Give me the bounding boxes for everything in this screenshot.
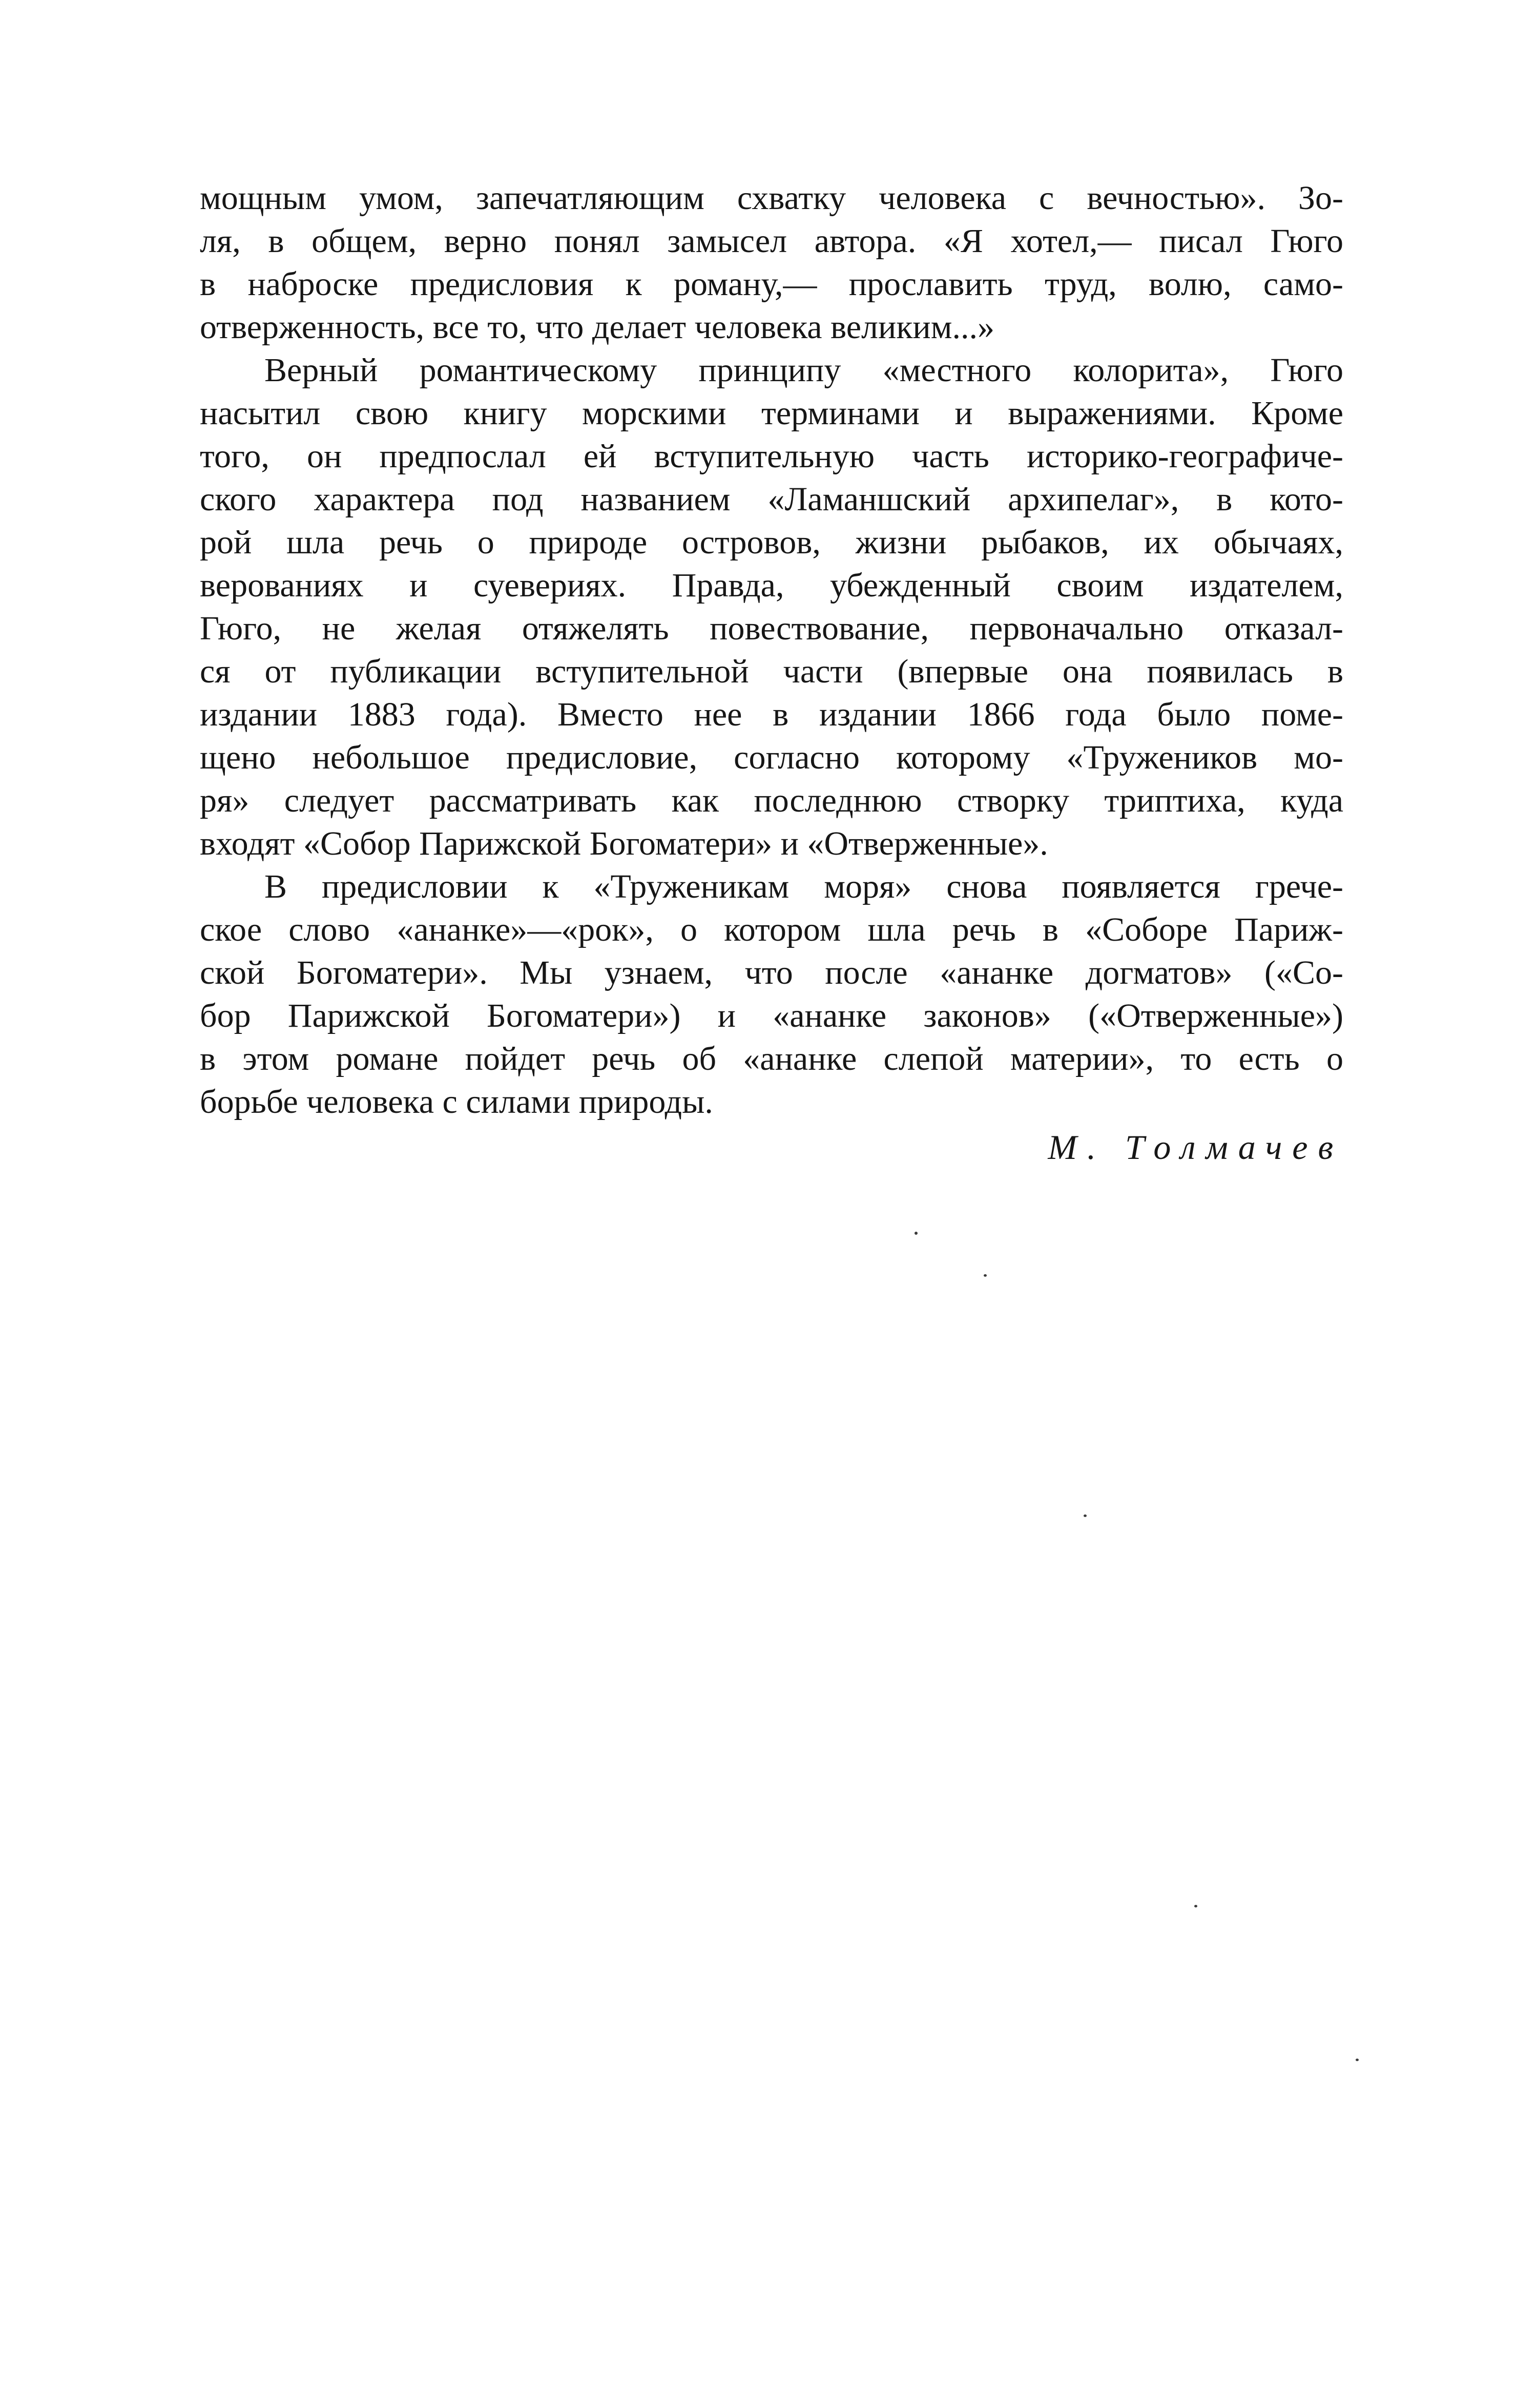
scan-speck [1356,2059,1359,2061]
text-line: входят «Собор Парижской Богоматери» и «Отверженные». [200,825,1048,862]
scan-speck [1194,1905,1197,1907]
text-line: рой шла речь о природе островов, жизни рыбаков, их обычаях, [200,524,1343,561]
text-line: отверженность, все то, что делает человека великим...» [200,308,994,346]
paragraph-3 [200,865,1343,1124]
text-line: мощным умом, запечатляющим схватку человека с вечностью». Зо- [200,179,1343,217]
text-line: ля, в общем, верно понял замысел автора. «Я хотел,— писал Гюго [200,222,1343,260]
text-line: ское слово «ананке»—«рок», о котором шла речь в «Соборе Париж- [200,911,1343,948]
text-line: того, он предпослал ей вступительную часть историко-географиче- [200,438,1343,475]
text-line: ся от публикации вступительной части (впервые она появилась в [200,653,1343,690]
text-line: насытил свою книгу морскими терминами и выражениями. Кроме [200,395,1343,432]
text-line: В предисловии к «Труженикам моря» снова появляется грече- [264,868,1343,905]
paragraph-1 [200,177,1343,349]
text-line: ря» следует рассматривать как последнюю створку триптиха, куда [200,782,1343,819]
scan-speck [915,1232,918,1235]
text-line: издании 1883 года). Вместо нее в издании 1866 года было поме- [200,696,1343,733]
text-line: верованиях и суевериях. Правда, убежденный своим издателем, [200,567,1343,604]
text-line: Верный романтическому принципу «местного колорита», Гюго [264,351,1343,389]
text-line: щено небольшое предисловие, согласно которому «Тружеников мо- [200,739,1343,776]
document-page [200,177,1343,1169]
scan-speck [1084,1514,1087,1517]
author-signature: М. Толмачев [1048,1128,1343,1167]
scan-speck [984,1274,987,1277]
text-line: ской Богоматери». Мы узнаем, что после «ананке догматов» («Со- [200,954,1343,991]
text-line: ского характера под названием «Ламаншский архипелаг», в кото- [200,481,1343,518]
text-line: в наброске предисловия к роману,— прославить труд, волю, само- [200,265,1343,303]
text-line: Гюго, не желая отяжелять повествование, первоначально отказал- [200,610,1343,647]
text-line: борьбе человека с силами природы. [200,1083,713,1120]
paragraph-2 [200,349,1343,865]
text-line: бор Парижской Богоматери») и «ананке законов» («Отверженные») [200,997,1343,1034]
text-line: в этом романе пойдет речь об «ананке слепой материи», то есть о [200,1040,1343,1077]
